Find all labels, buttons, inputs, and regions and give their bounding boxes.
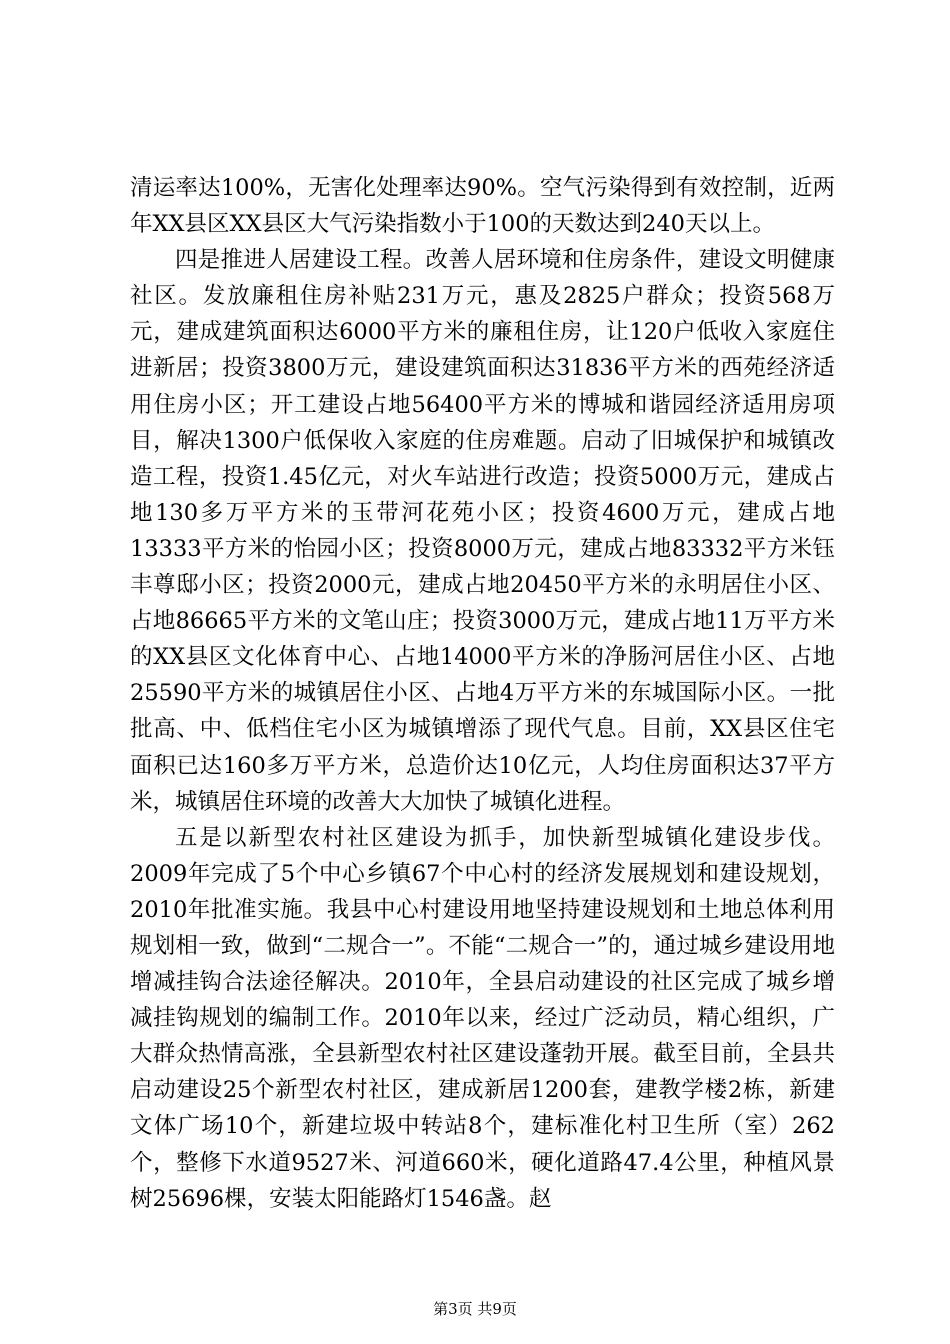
document-body <box>130 170 835 1217</box>
paragraph-3: 五是以新型农村社区建设为抓手，加快新型城镇化建设步伐。2009年完成了5个中心乡镇67个中心村的经济发展规划和建设规划，2010年批准实施。我县中心村建设用地坚持建设规划和土地总体利用规划相一致，做到“二规合一”。不能“二规合一”的，通过城乡建设用地增减挂钩合法途径解决。2010年，全县启动建设的社区完成了城乡增减挂钩规划的编制工作。2010年以来，经过广泛动员，精心组织，广大群众热情高涨，全县新型农村社区建设蓬勃开展。截至目前，全县共启动建设25个新型农村社区，建成新居1200套，建教学楼2栋，新建文体广场10个，新建垃圾中转站8个，建标准化村卫生所（室）262个，整修下水道9527米、河道660米，硬化道路47.4公里，种植风景树25696棵，安装太阳能路灯1546盏。赵 <box>130 824 835 1212</box>
paragraph-1: 清运率达100%，无害化处理率达90%。空气污染得到有效控制，近两年XX县区XX县区大气污染指数小于100的天数达到240天以上。 <box>130 175 835 238</box>
page-footer: 第3页 共9页 <box>433 1300 517 1318</box>
paragraph-2: 四是推进人居建设工程。改善人居环境和住房条件，建设文明健康社区。发放廉租住房补贴231万元，惠及2825户群众；投资568万元，建成建筑面积达6000平方米的廉租住房，让120户低收入家庭住进新居；投资3800万元，建设建筑面积达31836平方米的西苑经济适用住房小区；开工建设占地56400平方米的博城和谐园经济适用房项目，解决1300户低保收入家庭的住房难题。启动了旧城保护和城镇改造工程，投资1.45亿元，对火车站进行改造；投资5000万元，建成占地130多万平方米的玉带河花苑小区；投资4600万元，建成占地13333平方米的怡园小区；投资8000万元，建成占地83332平方米钰丰尊邸小区；投资2000元，建成占地20450平方米的永明居住小区、占地86665平方米的文笔山庄；投资3000万元，建成占地11万平方米的XX县区文化体育中心、占地14000平方米的净肠河居住小区、占地25590平方米的城镇居住小区、占地4万平方米的东城国际小区。一批批高、中、低档住宅小区为城镇增添了现代气息。目前，XX县区住宅面积已达160多万平方米，总造价达10亿元，人均住房面积达37平方米，城镇居住环境的改善大大加快了城镇化进程。 <box>130 247 835 815</box>
